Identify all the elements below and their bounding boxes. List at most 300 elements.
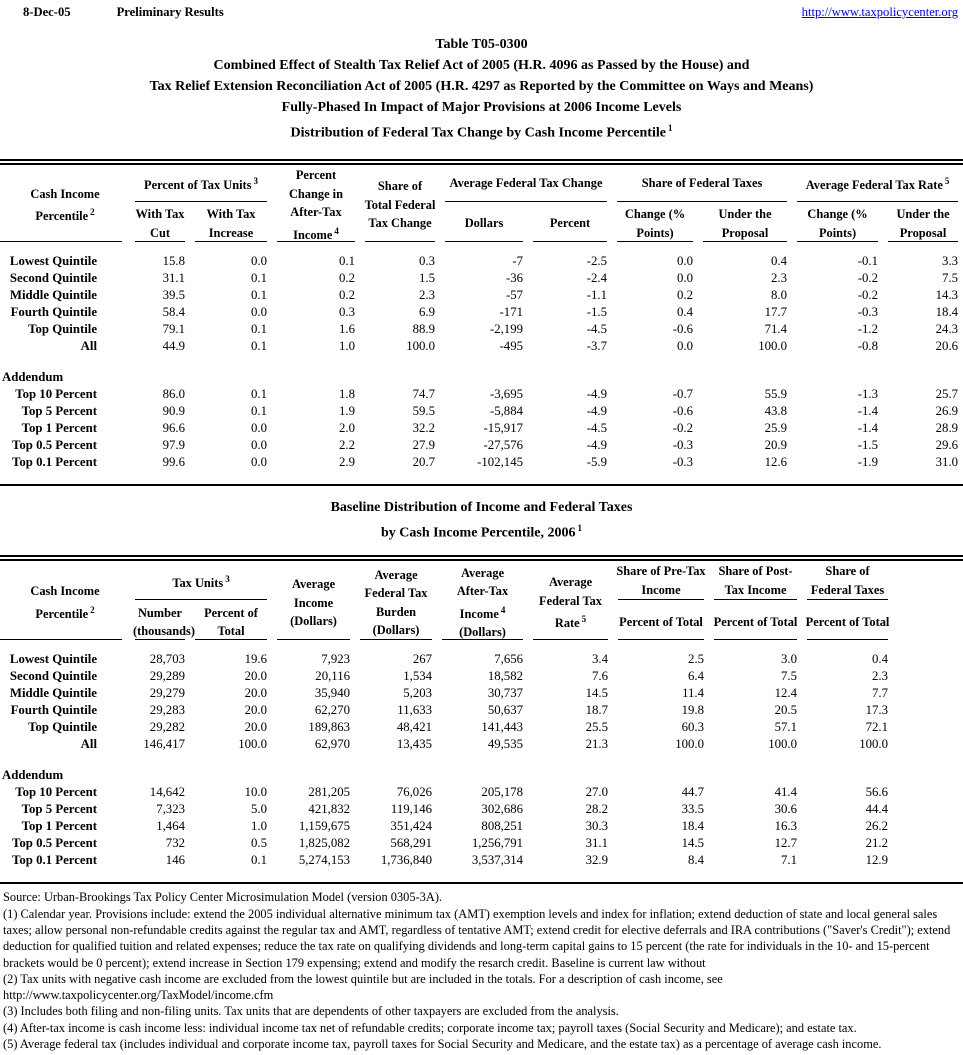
col-header-number-thousands: Number (thousands) [130, 600, 190, 644]
cell-value: 30.6 [774, 802, 798, 817]
cell-value: 2.0 [339, 420, 355, 435]
cell-value: 43.8 [764, 403, 788, 418]
cell-value: 31.1 [162, 270, 185, 285]
cell-value: 57.1 [774, 720, 798, 735]
report-date: 8-Dec-05 [23, 5, 71, 19]
table2-title-block [0, 497, 963, 544]
cell-value: -1.1 [586, 287, 608, 302]
row-label: Second Quintile [9, 270, 97, 285]
cell-value: 0.3 [339, 304, 355, 319]
cell-value: 0.1 [251, 853, 268, 868]
cell-value: 49,535 [487, 737, 524, 752]
empty-cell [893, 668, 963, 685]
cell-value: 29,279 [149, 686, 185, 701]
cell-value: 19.8 [681, 703, 705, 718]
footnote: (2) Tax units with negative cash income are excluded from the lowest quintile but are included in the totals. For a description of cash income, see [3, 971, 723, 986]
cell-value: 3.0 [781, 652, 798, 667]
cell-value: 31.0 [935, 454, 959, 469]
cell-value: 7.1 [781, 853, 798, 868]
cell-value: 50,637 [487, 703, 524, 718]
table-row [0, 403, 963, 420]
row-label: Top Quintile [28, 321, 97, 336]
cell-value: 11.4 [682, 686, 705, 701]
empty-cell [893, 702, 963, 719]
cell-value: 0.1 [251, 270, 267, 285]
row-label: Lowest Quintile [9, 253, 97, 268]
cell-value: -57 [505, 287, 523, 302]
cell-value: 58.4 [162, 304, 185, 319]
cell-value: -3,695 [489, 386, 523, 401]
cell-value: 3.4 [592, 652, 609, 667]
empty-cell [893, 685, 963, 702]
cell-value: 7,656 [494, 652, 524, 667]
addendum-heading-row [0, 369, 963, 386]
cell-value: 29.6 [935, 437, 959, 452]
cell-value: 20.0 [244, 703, 268, 718]
cell-value: 7.5 [781, 669, 798, 684]
preliminary-results-label: Preliminary Results [116, 5, 224, 19]
table-row [0, 420, 963, 437]
row-label: Top 5 Percent [21, 403, 97, 418]
row-label: Top 0.5 Percent [12, 836, 97, 851]
table-row [0, 454, 963, 471]
cell-value: 11,633 [397, 703, 433, 718]
col-header-cash-income-percentile: Cash Income Percentile $^2$ [0, 558, 130, 644]
col-header-average-income: Average Income (Dollars) [272, 558, 355, 644]
cell-value: 0.4 [872, 652, 889, 667]
cell-value: 12.7 [774, 836, 798, 851]
cell-value: 0.1 [251, 386, 267, 401]
cell-value: -36 [505, 270, 523, 285]
cell-value: 0.2 [339, 270, 355, 285]
cell-value: 60.3 [681, 720, 705, 735]
cell-value: 100.0 [675, 737, 705, 752]
row-label: Middle Quintile [9, 287, 97, 302]
cell-value: 20.0 [244, 686, 268, 701]
cell-value: -3.7 [586, 338, 608, 353]
cell-value: 90.9 [162, 403, 185, 418]
cell-value: -0.3 [857, 304, 879, 319]
title-line: Tax Relief Extension Reconciliation Act of 2005 (H.R. 4297 as Reported by the Committee on Ways and Means) [149, 79, 814, 94]
col-group-tax-units: Tax Units $^3$ [130, 558, 272, 600]
cell-value: 2.9 [339, 454, 355, 469]
row-label: Fourth Quintile [10, 304, 97, 319]
cell-value: 12.4 [774, 686, 798, 701]
cell-value: 1.6 [339, 321, 355, 336]
cell-value: 21.2 [865, 836, 889, 851]
cell-value: 20,116 [315, 669, 351, 684]
cell-value: 10.0 [244, 785, 268, 800]
row-label: Top Quintile [28, 720, 97, 735]
col-header-percent-change-after-tax-income: Percent Change in After-Tax Income $^4$ [272, 162, 360, 246]
source-note: Source: Urban-Brookings Tax Policy Center Microsimulation Model (version 0305-3A). [3, 890, 443, 905]
cell-value: 119,146 [390, 802, 433, 817]
cell-value: 71.4 [764, 321, 788, 336]
cell-value: 18.4 [935, 304, 959, 319]
cell-value: 1.5 [419, 270, 435, 285]
tax-change-distribution-table [0, 159, 963, 486]
empty-cell [893, 852, 963, 869]
col-group-average-federal-tax-rate: Average Federal Tax Rate $^5$ [792, 162, 963, 202]
cell-value: -0.1 [857, 253, 879, 268]
cell-value: 14.5 [585, 686, 609, 701]
cell-value: 0.1 [251, 321, 267, 336]
col-header-dollars: Dollars [440, 202, 528, 246]
cell-value: 20.0 [244, 669, 268, 684]
cell-value: 205,178 [481, 785, 524, 800]
cell-value: 5,274,153 [298, 853, 351, 868]
table-row [0, 321, 963, 338]
cell-value: 20.6 [935, 338, 959, 353]
cell-value: 0.0 [251, 304, 267, 319]
spacer-row [0, 471, 963, 485]
col-header-average-federal-tax-burden: Average Federal Tax Burden (Dollars) [355, 558, 437, 644]
cell-value: -0.8 [857, 338, 879, 353]
cell-value: 72.1 [865, 720, 889, 735]
cell-value: 2.3 [872, 669, 889, 684]
cell-value: 29,283 [149, 703, 185, 718]
table1-title-block [0, 34, 963, 144]
cell-value: 7,923 [321, 652, 351, 667]
cell-value: 0.0 [677, 338, 694, 353]
cell-value: 1,534 [403, 669, 433, 684]
cell-value: 3,537,314 [471, 853, 524, 868]
row-label: Top 0.1 Percent [12, 853, 97, 868]
cell-value: 568,291 [390, 836, 433, 851]
cell-value: 14.3 [935, 287, 959, 302]
cell-value: -0.3 [672, 454, 694, 469]
cell-value: 33.5 [681, 802, 705, 817]
cell-value: -495 [499, 338, 523, 353]
cell-value: 1.0 [339, 338, 355, 353]
cell-value: -171 [499, 304, 523, 319]
cell-value: 21.3 [585, 737, 609, 752]
cell-value: 7.7 [872, 686, 889, 701]
title-line: Baseline Distribution of Income and Federal Taxes [330, 499, 633, 515]
cell-value: -15,917 [483, 420, 523, 435]
row-label: Fourth Quintile [10, 703, 97, 718]
col-header-average-federal-tax-rate: Average Federal Tax Rate $^5$ [528, 558, 613, 644]
cell-value: 5,203 [403, 686, 433, 701]
cell-value: 62,970 [314, 737, 351, 752]
cell-value: -1.3 [857, 386, 879, 401]
footnote: (5) Average federal tax (includes individual and corporate income tax, payroll taxes for Social Security and Medicare, and the estate tax) as a percentage of average cash income. [3, 1036, 882, 1051]
cell-value: 0.0 [251, 454, 267, 469]
cell-value: -1.4 [857, 420, 879, 435]
cell-value: 146 [165, 853, 185, 868]
col-group-share-of-post-tax-income: Share of Post-Tax Income [709, 558, 802, 600]
cell-value: -0.2 [672, 420, 694, 435]
cell-value: 146,417 [143, 737, 185, 752]
footnote: (1) Calendar year. Provisions include: extend the 2005 individual alternative minimum tax (AMT) exemption levels and index for inflation; extend deduction of state and local general sales taxes; allow personal non-refundable credits against the regular tax and AMT, regardless of tentative AMT; extend credit for elective deferrals and IRA contributions ("Saver's Credit"); extend deduction for qualified tuition and related expenses; reduce the tax rate on qualifying dividends and long-term capital gains to 15 percent (the rate for individuals in the 10- and 15-percent brackets would be 0 percent); extend increase in Section 179 expensing; extend and modify the resarch credit. Baseline is current law without [3, 906, 951, 970]
cell-value: 281,205 [308, 785, 351, 800]
cell-value: 0.5 [251, 836, 268, 851]
addendum-label: Addendum [2, 768, 64, 783]
table-number: Table T05-0300 [435, 37, 528, 52]
cell-value: 44.9 [162, 338, 185, 353]
cell-value: 1.0 [251, 819, 268, 834]
cell-value: 29,289 [149, 669, 185, 684]
cell-value: 0.3 [419, 253, 435, 268]
cell-value: -5,884 [489, 403, 523, 418]
cell-value: 1.8 [339, 386, 355, 401]
col-header-change-points-rate: Change (% Points) [792, 202, 883, 246]
cell-value: 100.0 [859, 737, 889, 752]
cell-value: 97.9 [162, 437, 185, 452]
title-line: Fully-Phased In Impact of Major Provisions at 2006 Income Levels [281, 100, 682, 115]
col-header-percent-of-total-fed: Percent of Total [802, 600, 893, 644]
cell-value: 8.0 [771, 287, 788, 302]
addendum-label: Addendum [2, 369, 64, 384]
cell-value: -5.9 [586, 454, 608, 469]
footnote: http://www.taxpolicycenter.org/TaxModel/income.cfm [3, 988, 274, 1003]
empty-cell [893, 644, 963, 668]
cell-value: 96.6 [162, 420, 185, 435]
cell-value: 0.0 [251, 420, 267, 435]
cell-value: 12.6 [764, 454, 788, 469]
row-label: All [80, 338, 97, 353]
cell-value: 20.9 [764, 437, 788, 452]
cell-value: 0.2 [677, 287, 694, 302]
cell-value: 17.3 [865, 703, 889, 718]
cell-value: -2,199 [489, 321, 523, 336]
cell-value: -2.4 [586, 270, 608, 285]
cell-value: -4.5 [586, 420, 608, 435]
cell-value: 100.0 [406, 338, 435, 353]
cell-value: 44.7 [681, 785, 705, 800]
empty-cell [893, 719, 963, 736]
cell-value: 55.9 [764, 386, 788, 401]
col-group-share-of-federal-taxes: Share of Federal Taxes [802, 558, 893, 600]
cell-value: 808,251 [481, 819, 524, 834]
table-row [0, 246, 963, 270]
table-row [0, 835, 963, 852]
cell-value: 32.2 [412, 420, 435, 435]
cell-value: -2.5 [586, 253, 608, 268]
cell-value: 62,270 [314, 703, 351, 718]
empty-cell [893, 736, 963, 753]
cell-value: 15.8 [162, 253, 185, 268]
cell-value: 27.0 [585, 785, 609, 800]
cell-value: 0.1 [251, 403, 267, 418]
table-row [0, 304, 963, 321]
cell-value: 8.4 [688, 853, 705, 868]
row-label: Top 1 Percent [21, 420, 97, 435]
cell-value: 26.2 [865, 819, 889, 834]
filler-column-header [893, 558, 963, 644]
cell-value: -7 [512, 253, 523, 268]
cell-value: 0.0 [677, 253, 694, 268]
cell-value: 0.0 [251, 437, 267, 452]
table-row [0, 702, 963, 719]
footnote-ref: 1 [667, 123, 673, 133]
cell-value: 12.9 [865, 853, 889, 868]
page-header [0, 0, 963, 20]
cell-value: 0.2 [339, 287, 355, 302]
cell-value: -1.9 [857, 454, 879, 469]
title-line: Combined Effect of Stealth Tax Relief Act of 2005 (H.R. 4096 as Passed by the House) and [213, 58, 750, 73]
empty-cell [893, 818, 963, 835]
cell-value: 20.0 [244, 720, 268, 735]
cell-value: 19.6 [244, 652, 268, 667]
col-header-with-tax-cut: With Tax Cut [130, 202, 190, 246]
cell-value: 421,832 [308, 802, 351, 817]
cell-value: 1,825,082 [298, 836, 351, 851]
cell-value: 0.1 [251, 338, 267, 353]
cell-value: 28.9 [935, 420, 959, 435]
table-row [0, 784, 963, 801]
cell-value: 39.5 [162, 287, 185, 302]
col-header-under-the-proposal: Under the Proposal [698, 202, 792, 246]
cell-value: -0.2 [857, 287, 879, 302]
row-label: Second Quintile [9, 669, 97, 684]
cell-value: -4.9 [586, 403, 608, 418]
row-label: Top 10 Percent [15, 386, 97, 401]
cell-value: -1.5 [586, 304, 608, 319]
cell-value: 56.6 [865, 785, 889, 800]
cell-value: 20.7 [412, 454, 435, 469]
cell-value: 14,642 [149, 785, 185, 800]
col-header-share-of-total-federal-tax-change: Share of Total Federal Tax Change [360, 162, 440, 246]
table-row [0, 287, 963, 304]
cell-value: 44.4 [865, 802, 889, 817]
title-line: by Cash Income Percentile, 2006 $^1$ [380, 522, 583, 541]
col-group-percent-of-tax-units: Percent of Tax Units $^3$ [130, 162, 272, 202]
footnote: (4) After-tax income is cash income less: individual income tax net of refundable credits; corporate income tax; payroll taxes (Social Security and Medicare); and estate tax. [3, 1020, 857, 1035]
table-row [0, 801, 963, 818]
cell-value: 0.0 [677, 270, 694, 285]
cell-value: 100.0 [238, 737, 268, 752]
col-header-average-after-tax-income: Average After-Tax Income $^4$ (Dollars) [437, 558, 528, 644]
cell-value: 20.5 [774, 703, 798, 718]
table-row [0, 386, 963, 403]
footnotes-block [0, 889, 963, 1052]
cell-value: 27.9 [412, 437, 435, 452]
cell-value: 100.0 [768, 737, 798, 752]
cell-value: -4.9 [586, 437, 608, 452]
cell-value: 30,737 [487, 686, 524, 701]
cell-value: 3.3 [942, 253, 959, 268]
baseline-distribution-table [0, 555, 963, 884]
cell-value: 6.4 [688, 669, 705, 684]
cell-value: 99.6 [162, 454, 185, 469]
cell-value: 28,703 [149, 652, 185, 667]
cell-value: 25.5 [585, 720, 609, 735]
cell-value: 76,026 [396, 785, 433, 800]
cell-value: 0.1 [251, 287, 267, 302]
table-row [0, 685, 963, 702]
col-group-share-of-pre-tax-income: Share of Pre-Tax Income [613, 558, 709, 600]
table-row [0, 736, 963, 753]
taxpolicycenter-link[interactable]: http://www.taxpolicycenter.org [801, 5, 958, 19]
cell-value: 25.7 [935, 386, 959, 401]
row-label: All [80, 737, 97, 752]
row-label: Top 0.1 Percent [12, 454, 97, 469]
col-header-percent-of-total: Percent of Total [190, 600, 272, 644]
cell-value: -0.3 [672, 437, 694, 452]
spacer-row [0, 753, 963, 767]
table-row [0, 644, 963, 668]
title-line: Distribution of Federal Tax Change by Cash Income Percentile $^1$ [290, 123, 673, 141]
cell-value: 0.4 [677, 304, 694, 319]
cell-value: -1.4 [857, 403, 879, 418]
cell-value: 0.1 [339, 253, 355, 268]
col-header-percent-of-total-post: Percent of Total [709, 600, 802, 644]
table-row [0, 437, 963, 454]
cell-value: 2.3 [419, 287, 435, 302]
cell-value: -0.7 [672, 386, 694, 401]
col-header-percent-of-total-pre: Percent of Total [613, 600, 709, 644]
cell-value: 0.4 [771, 253, 788, 268]
cell-value: 41.4 [774, 785, 798, 800]
cell-value: -1.5 [857, 437, 879, 452]
row-label: Lowest Quintile [9, 652, 97, 667]
row-label: Top 1 Percent [21, 819, 97, 834]
spacer-row [0, 869, 963, 883]
cell-value: 79.1 [162, 321, 185, 336]
cell-value: 31.1 [585, 836, 609, 851]
col-header-percent: Percent [528, 202, 612, 246]
cell-value: 59.5 [412, 403, 435, 418]
cell-value: 267 [412, 652, 433, 667]
col-group-average-federal-tax-change: Average Federal Tax Change [440, 162, 612, 202]
cell-value: 7.5 [942, 270, 959, 285]
cell-value: 25.9 [764, 420, 788, 435]
cell-value: -4.5 [586, 321, 608, 336]
cell-value: 302,686 [481, 802, 524, 817]
cell-value: 88.9 [412, 321, 435, 336]
cell-value: -102,145 [477, 454, 523, 469]
row-label: Top 5 Percent [21, 802, 97, 817]
cell-value: 48,421 [396, 720, 433, 735]
row-label: Top 10 Percent [15, 785, 97, 800]
empty-cell [893, 835, 963, 852]
addendum-heading-row [0, 767, 963, 784]
table-row [0, 818, 963, 835]
cell-value: 30.3 [585, 819, 609, 834]
footnote-list [3, 906, 959, 1053]
empty-cell [893, 801, 963, 818]
col-header-with-tax-increase: With Tax Increase [190, 202, 272, 246]
cell-value: 1,736,840 [380, 853, 433, 868]
cell-value: 16.3 [774, 819, 798, 834]
spacer-row [0, 355, 963, 369]
cell-value: -0.6 [672, 321, 694, 336]
col-header-change-points: Change (% Points) [612, 202, 698, 246]
cell-value: 13,435 [396, 737, 433, 752]
table-row [0, 719, 963, 736]
cell-value: 29,282 [149, 720, 185, 735]
cell-value: 100.0 [758, 338, 788, 353]
cell-value: 17.7 [764, 304, 788, 319]
cell-value: 2.5 [688, 652, 705, 667]
row-label: Top 0.5 Percent [12, 437, 97, 452]
cell-value: 6.9 [419, 304, 435, 319]
table-row [0, 852, 963, 869]
cell-value: 7.6 [592, 669, 609, 684]
cell-value: 18,582 [487, 669, 524, 684]
cell-value: -1.2 [857, 321, 879, 336]
footnote: (3) Includes both filing and non-filing units. Tax units that are dependents of other taxpayers are excluded from the analysis. [3, 1004, 619, 1019]
cell-value: 1.9 [339, 403, 355, 418]
cell-value: 2.2 [339, 437, 355, 452]
cell-value: 86.0 [162, 386, 185, 401]
table-row [0, 270, 963, 287]
cell-value: 18.4 [681, 819, 705, 834]
cell-value: 7,323 [156, 802, 185, 817]
cell-value: 1,159,675 [298, 819, 351, 834]
footnote-ref: 1 [577, 522, 583, 533]
